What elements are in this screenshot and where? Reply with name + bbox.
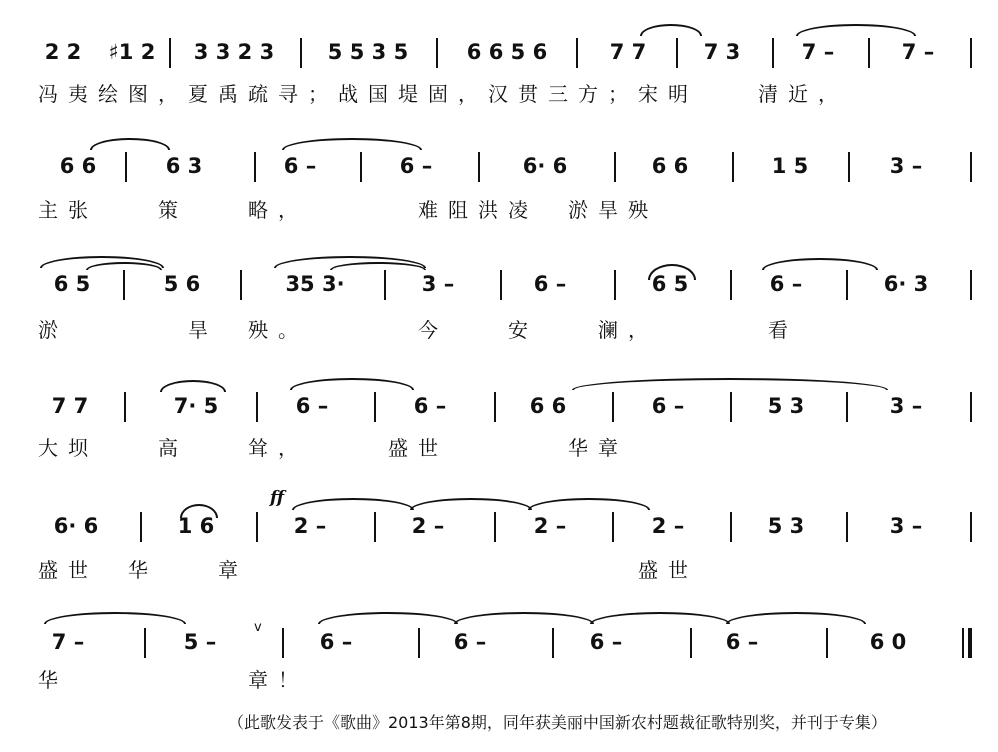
- measure-note: 6 5: [53, 272, 91, 296]
- bar-line: [970, 38, 972, 68]
- measure-note: 6 6: [651, 154, 689, 178]
- measure-note: 3 –: [889, 154, 923, 178]
- bar-line: [494, 392, 496, 422]
- measure-note: ♯1 2: [108, 40, 156, 64]
- bar-line: [826, 628, 828, 658]
- slur-arc: [282, 138, 422, 150]
- bar-line: [123, 270, 125, 300]
- lyric-line-5: 盛世 华 章 盛世: [38, 558, 698, 582]
- bar-line: [256, 392, 258, 422]
- bar-line: [730, 512, 732, 542]
- measure-note: 7 3: [703, 40, 741, 64]
- bar-line: [772, 38, 774, 68]
- measure-note: 6 6: [529, 394, 567, 418]
- slur-arc: [762, 258, 878, 270]
- slur-arc: [796, 24, 916, 36]
- bar-line: [730, 392, 732, 422]
- slur-arc: [410, 498, 532, 510]
- slur-arc: [180, 504, 218, 518]
- measure-note: 6 3: [165, 154, 203, 178]
- measure-note: 6 –: [283, 154, 317, 178]
- bar-line: [436, 38, 438, 68]
- bar-line: [418, 628, 420, 658]
- slur-arc: [290, 378, 414, 390]
- bar-line: [140, 512, 142, 542]
- lyric-line-6: 华 章！: [38, 668, 308, 692]
- lyric-line-3: 淤 旱 殃。 今 安 澜， 看: [38, 318, 798, 342]
- measure-note: 6· 6: [53, 514, 99, 538]
- slur-arc: [454, 612, 594, 624]
- slur-arc: [90, 138, 170, 150]
- bar-line: [494, 512, 496, 542]
- slur-arc: [292, 498, 414, 510]
- bar-line: [868, 38, 870, 68]
- measure-note: 5 3: [767, 394, 805, 418]
- bar-line: [962, 628, 964, 658]
- measure-note: 6 –: [725, 630, 759, 654]
- bar-line: [374, 512, 376, 542]
- slur-arc: [160, 380, 226, 392]
- slur-arc: [572, 378, 888, 390]
- bar-line: [169, 38, 171, 68]
- measure-note: 7 7: [51, 394, 89, 418]
- measure-note: 2 –: [533, 514, 567, 538]
- measure-note: 3 –: [889, 394, 923, 418]
- measure-note: 7 7: [609, 40, 647, 64]
- bar-line: [614, 152, 616, 182]
- measure-note: 5 3: [767, 514, 805, 538]
- bar-line: [374, 392, 376, 422]
- measure-note: 6 –: [533, 272, 567, 296]
- measure-note: 3 –: [421, 272, 455, 296]
- bar-line: [612, 392, 614, 422]
- measure-note: 2 2: [44, 40, 82, 64]
- bar-line: [125, 152, 127, 182]
- bar-line: [846, 512, 848, 542]
- lyric-line-1: 冯夷绘图，夏禹疏寻；战国堤固，汉贯三方；宋明 清近，: [38, 82, 848, 106]
- measure-note: 7· 5: [173, 394, 219, 418]
- bar-line: [676, 38, 678, 68]
- final-bar-line: [968, 628, 972, 658]
- measure-note: 5 6: [163, 272, 201, 296]
- bar-line: [144, 628, 146, 658]
- measure-note: 7 –: [51, 630, 85, 654]
- measure-note: 3 –: [889, 514, 923, 538]
- bar-line: [500, 270, 502, 300]
- measure-note: 6 6: [59, 154, 97, 178]
- bar-line: [848, 152, 850, 182]
- measure-note: 2 –: [293, 514, 327, 538]
- measure-note: 6 –: [453, 630, 487, 654]
- bar-line: [846, 270, 848, 300]
- bar-line: [256, 512, 258, 542]
- measure-note: 6· 3: [883, 272, 929, 296]
- measure-note: 6 –: [399, 154, 433, 178]
- bar-line: [612, 512, 614, 542]
- measure-note: 35 3·: [285, 272, 345, 296]
- bar-line: [730, 270, 732, 300]
- slur-arc: [648, 264, 696, 280]
- breath-mark: v: [254, 620, 262, 635]
- bar-line: [124, 392, 126, 422]
- bar-line: [970, 392, 972, 422]
- measure-note: 7 –: [801, 40, 835, 64]
- bar-line: [690, 628, 692, 658]
- bar-line: [254, 152, 256, 182]
- bar-line: [732, 152, 734, 182]
- measure-note: 3 3 2 3: [193, 40, 275, 64]
- lyric-line-2: 主张 策 略， 难阻洪凌 淤旱殃: [38, 198, 658, 222]
- slur-arc: [44, 612, 186, 624]
- bar-line: [846, 392, 848, 422]
- measure-note: 2 –: [651, 514, 685, 538]
- bar-line: [552, 628, 554, 658]
- bar-line: [384, 270, 386, 300]
- measure-note: 6 –: [589, 630, 623, 654]
- measure-note: 7 –: [901, 40, 935, 64]
- bar-line: [576, 38, 578, 68]
- measure-note: 6 –: [769, 272, 803, 296]
- measure-note: 6 5: [651, 272, 689, 296]
- bar-line: [970, 152, 972, 182]
- bar-line: [970, 512, 972, 542]
- measure-note: 6 –: [319, 630, 353, 654]
- bar-line: [240, 270, 242, 300]
- dynamic-marking: ff: [270, 488, 285, 508]
- lyric-line-4: 大坝 高 耸， 盛世 华章: [38, 436, 628, 460]
- measure-note: 6 0: [869, 630, 907, 654]
- measure-note: 6 –: [413, 394, 447, 418]
- bar-line: [478, 152, 480, 182]
- bar-line: [282, 628, 284, 658]
- measure-note: 6· 6: [522, 154, 568, 178]
- bar-line: [614, 270, 616, 300]
- slur-arc: [640, 24, 702, 36]
- bar-line: [970, 270, 972, 300]
- measure-note: 6 –: [651, 394, 685, 418]
- slur-arc: [318, 612, 458, 624]
- publication-footnote: （此歌发表于《歌曲》2013年第8期，同年获美丽中国新农村题裁征歌特别奖，并刊于专集）: [228, 713, 887, 732]
- slur-arc: [528, 498, 650, 510]
- measure-note: 5 5 3 5: [327, 40, 409, 64]
- measure-note: 1 5: [771, 154, 809, 178]
- bar-line: [300, 38, 302, 68]
- measure-note: 6 6 5 6: [466, 40, 548, 64]
- slur-arc: [590, 612, 730, 624]
- measure-note: 6 –: [295, 394, 329, 418]
- bar-line: [360, 152, 362, 182]
- measure-note: 2 –: [411, 514, 445, 538]
- measure-note: 1 6: [177, 514, 215, 538]
- slur-arc: [726, 612, 866, 624]
- measure-note: 5 –: [183, 630, 217, 654]
